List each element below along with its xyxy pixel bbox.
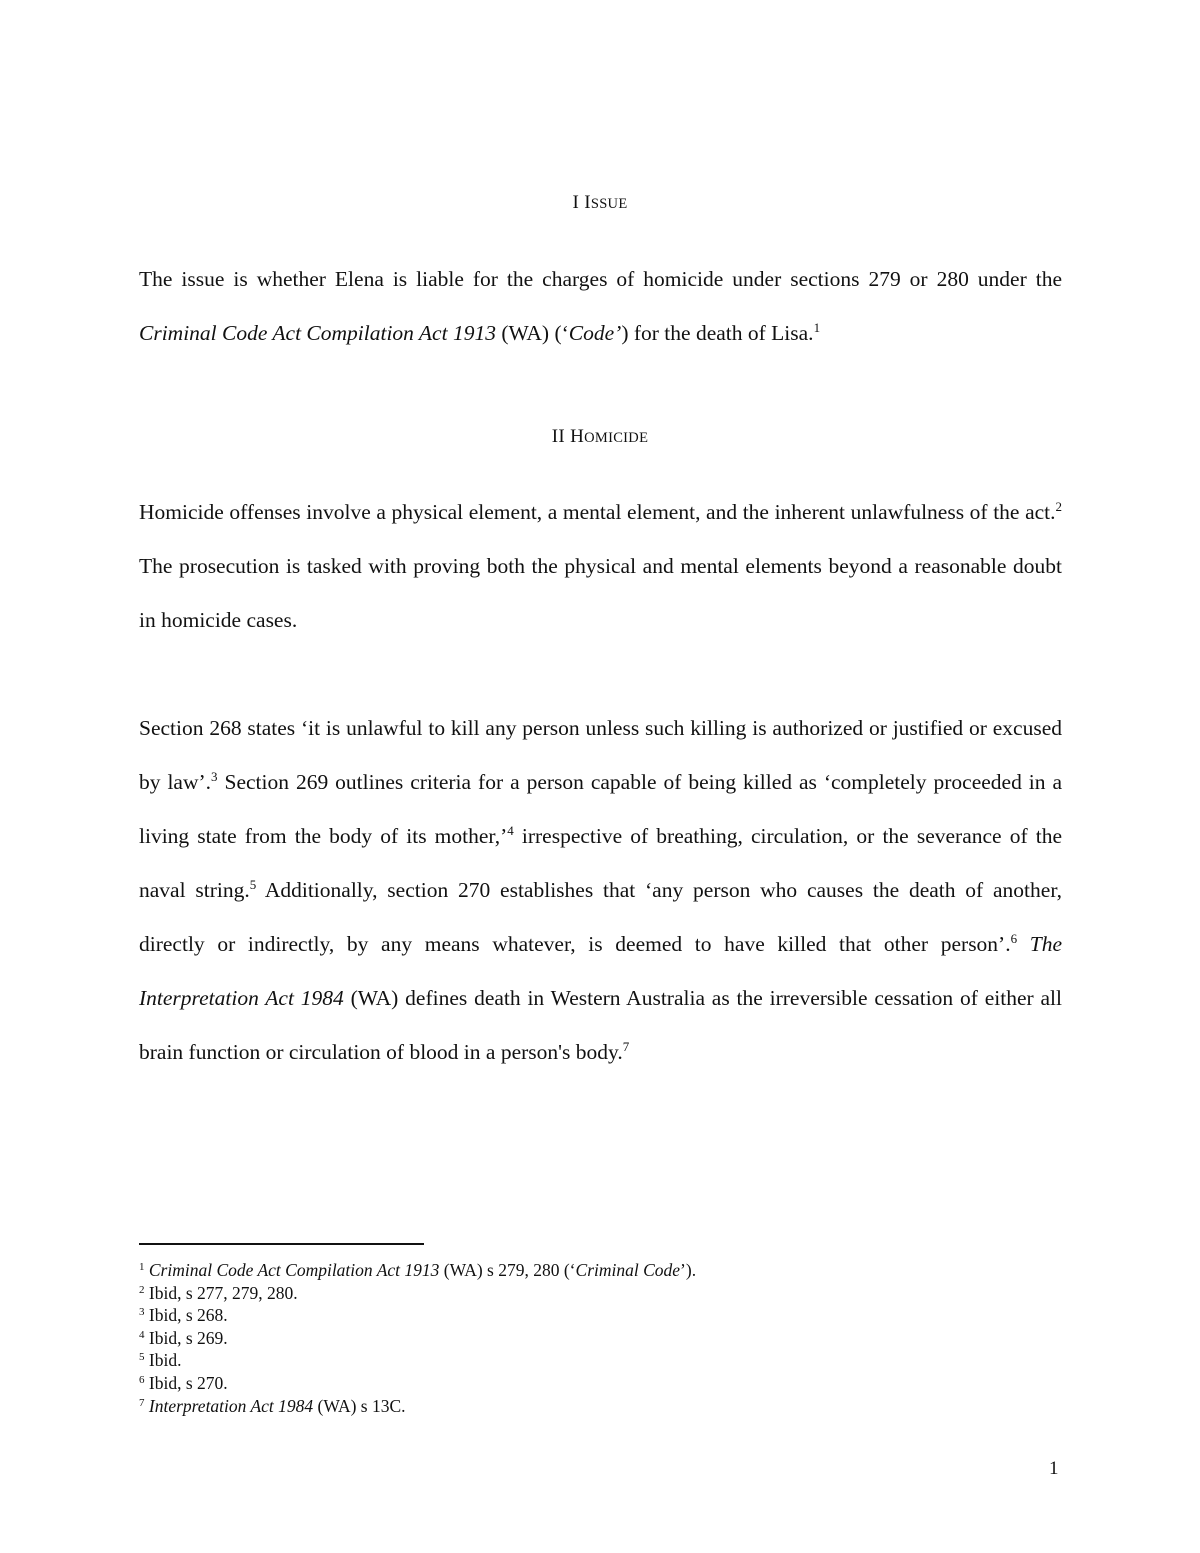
footnote-4-text: Ibid, s 269. (148, 1327, 228, 1348)
footnote-2-text: Ibid, s 277, 279, 280. (148, 1282, 298, 1303)
footnote-5-number: 5 (139, 1351, 145, 1364)
heading-issue (0, 192, 1200, 214)
heading-homicide-first: H (570, 426, 585, 447)
homicide-p2-text-1: Section 268 states ‘it is unlawful to kill any person unless such killing is authorized or justified or excused by law’. (139, 716, 1062, 794)
footnote-7-italic: Interpretation Act 1984 (148, 1395, 314, 1416)
issue-text-3: ) for the death of Lisa. (621, 321, 814, 345)
homicide-p2-text-4: Additionally, section 270 establishes that ‘any person who causes the death of another, directly or indirectly, by any means whatever, is deemed to have killed that other person’. (139, 878, 1062, 956)
footnote-1-italic-2: Criminal Code (575, 1260, 681, 1280)
issue-text-2: (WA) (‘ (495, 321, 569, 345)
footnote-1-number: 1 (139, 1261, 145, 1273)
footnote-ref-5: 5 (249, 877, 257, 892)
footnote-ref-4: 4 (507, 823, 514, 838)
footnote-4 (139, 1327, 1039, 1350)
homicide-p2-text-5 (1017, 932, 1030, 956)
heading-issue-numeral: I (572, 192, 580, 213)
footnote-ref-3: 3 (211, 769, 218, 784)
footnote-6-number: 6 (139, 1373, 145, 1386)
homicide-p2-italic-act: The Interpretation Act 1984 (139, 932, 1062, 1010)
heading-homicide (0, 426, 1200, 448)
footnote-5-text: Ibid. (148, 1350, 182, 1371)
footnote-2 (139, 1282, 1039, 1305)
footnote-3-text: Ibid, s 268. (148, 1305, 228, 1326)
footnote-3 (139, 1304, 1039, 1327)
issue-text-1: The issue is whether Elena is liable for the charges of homicide under sections 279 or 280 under the (139, 267, 1062, 291)
page-number: 1 (1049, 1458, 1059, 1479)
heading-homicide-rest: OMICIDE (584, 430, 649, 446)
footnote-2-number: 2 (139, 1283, 145, 1296)
footnote-ref-7: 7 (622, 1039, 630, 1054)
footnote-1-text: (WA) s 279, 280 (‘ (439, 1260, 576, 1280)
issue-italic-act: Criminal Code Act Compilation Act 1913 (139, 321, 496, 345)
footnote-6 (139, 1372, 1039, 1395)
issue-paragraph (139, 252, 1062, 360)
heading-homicide-numeral: II (551, 426, 566, 447)
footnote-separator (139, 1243, 424, 1245)
homicide-paragraph-1 (139, 485, 1062, 647)
homicide-p2-text-6: (WA) defines death in Western Australia as the irreversible cessation of either all brain function or circulation of blood in a person's body. (139, 986, 1062, 1064)
footnote-7-number: 7 (139, 1396, 145, 1409)
homicide-p2-text-2: Section 269 outlines criteria for a person capable of being killed as ‘completely proceeded in a living state from the body of its mother,’ (139, 770, 1063, 848)
issue-italic-code: Code’ (568, 321, 622, 345)
footnote-4-number: 4 (139, 1328, 145, 1341)
footnote-ref-1: 1 (813, 320, 821, 335)
footnote-7 (139, 1395, 1039, 1418)
homicide-p1-text-2: The prosecution is tasked with proving both the physical and mental elements beyond a reasonable doubt in homicide cases. (139, 554, 1062, 632)
footnote-ref-2: 2 (1055, 499, 1062, 514)
footnote-7-text: (WA) s 13C. (313, 1395, 406, 1416)
footnote-6-text: Ibid, s 270. (148, 1372, 228, 1393)
footnote-1-text-2: ’). (680, 1260, 697, 1280)
homicide-paragraph-2 (139, 701, 1062, 1079)
homicide-p2-text-3: irrespective of breathing, circulation, or the severance of the naval string. (139, 824, 1062, 902)
footnote-ref-6: 6 (1010, 931, 1018, 946)
footnote-3-number: 3 (139, 1306, 145, 1319)
heading-issue-first: I (584, 192, 591, 213)
footnote-1-italic: Criminal Code Act Compilation Act 1913 (148, 1260, 440, 1280)
footnote-5 (139, 1349, 1039, 1372)
heading-issue-rest: SSUE (590, 196, 628, 212)
homicide-p1-text-1: Homicide offenses involve a physical element, a mental element, and the inherent unlawfulness of the act. (139, 500, 1056, 524)
footnotes (139, 1259, 1039, 1417)
footnote-1 (139, 1259, 1039, 1282)
